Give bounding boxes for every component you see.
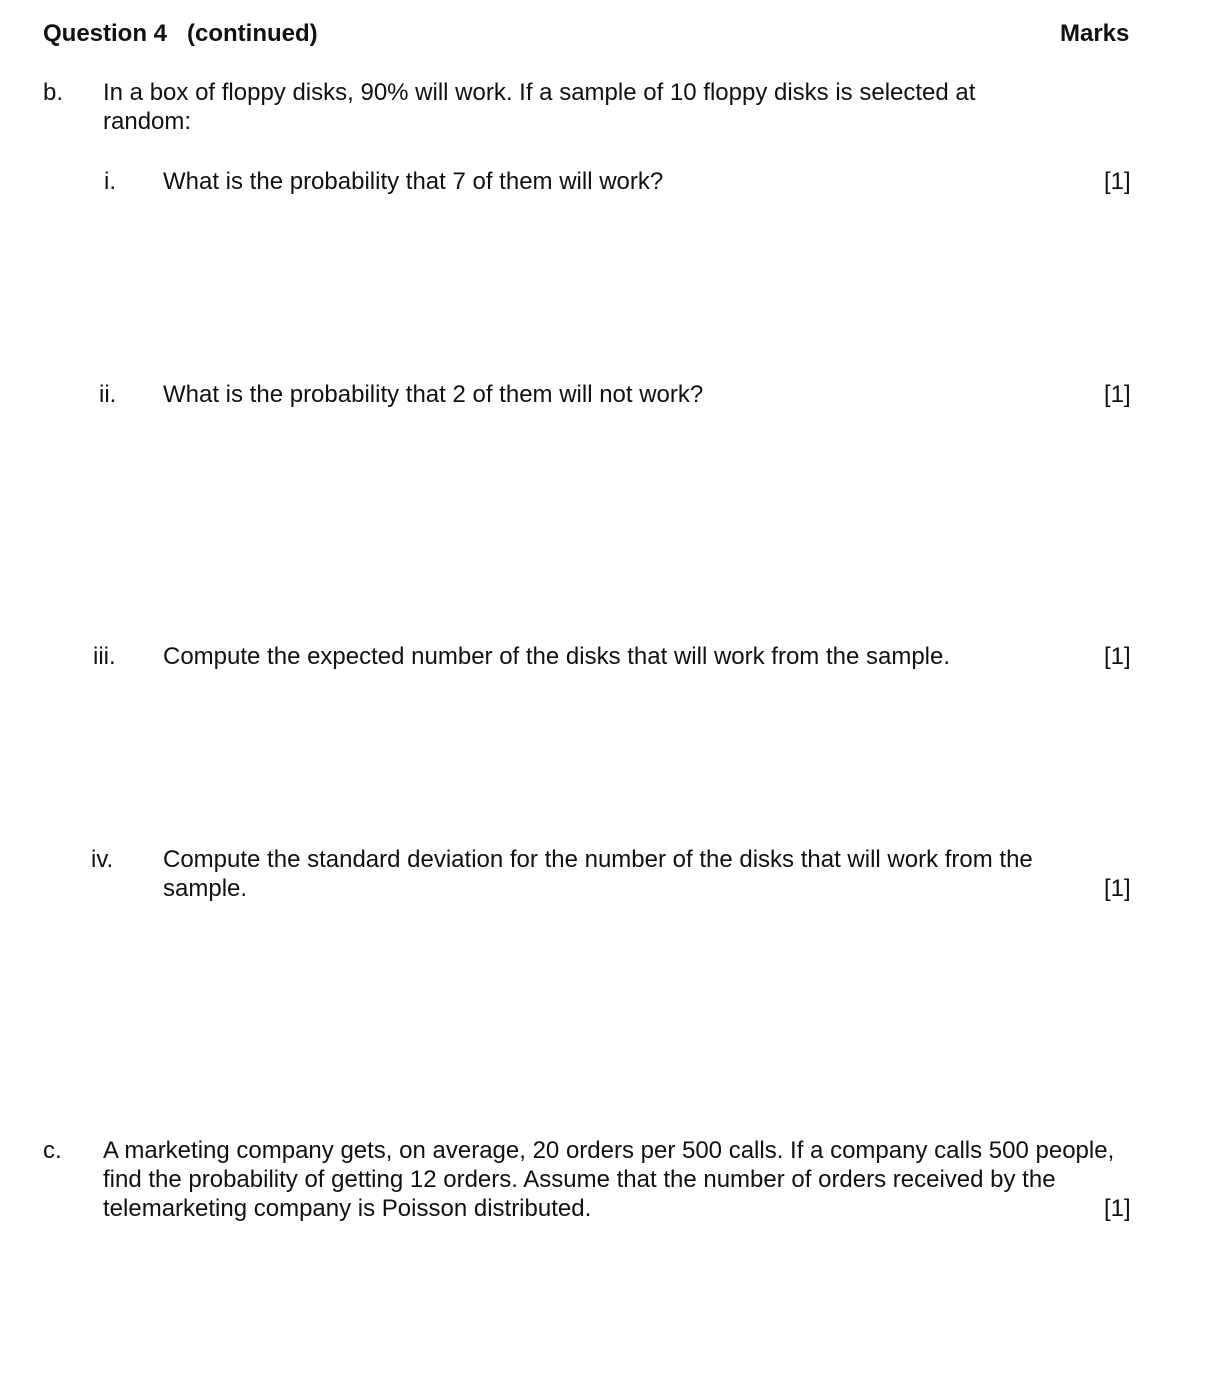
- question-title: Question 4 (continued): [43, 20, 318, 47]
- subpart-iii-mark: [1]: [1104, 643, 1131, 670]
- part-c-label: c.: [43, 1137, 62, 1164]
- subpart-iii-text: Compute the expected number of the disks that will work from the sample.: [163, 643, 951, 670]
- marks-heading: Marks: [1060, 20, 1130, 47]
- part-c-text: A marketing company gets, on average, 20 orders per 500 calls. If a company calls 500 people, find the probability of getting 12 orders. Assume that the number of orders received by the telemarketing company is Poisson distributed.: [103, 1137, 1115, 1222]
- subpart-iv-mark: [1]: [1104, 875, 1131, 902]
- subpart-iv-text: Compute the standard deviation for the number of the disks that will work from the sample.: [163, 846, 1033, 902]
- subpart-i-mark: [1]: [1104, 168, 1131, 195]
- subpart-ii-text: What is the probability that 2 of them will not work?: [163, 381, 704, 408]
- subpart-iv-label: iv.: [91, 846, 114, 873]
- subpart-ii-mark: [1]: [1104, 381, 1131, 408]
- subpart-ii-label: ii.: [99, 381, 117, 408]
- subpart-iii-label: iii.: [93, 643, 116, 670]
- part-c-mark: [1]: [1104, 1195, 1131, 1222]
- part-b-label: b.: [43, 79, 64, 106]
- part-b-intro: In a box of floppy disks, 90% will work. If a sample of 10 floppy disks is selected at random:: [103, 79, 976, 135]
- subpart-i-text: What is the probability that 7 of them will work?: [163, 168, 664, 195]
- subpart-i-label: i.: [104, 168, 116, 195]
